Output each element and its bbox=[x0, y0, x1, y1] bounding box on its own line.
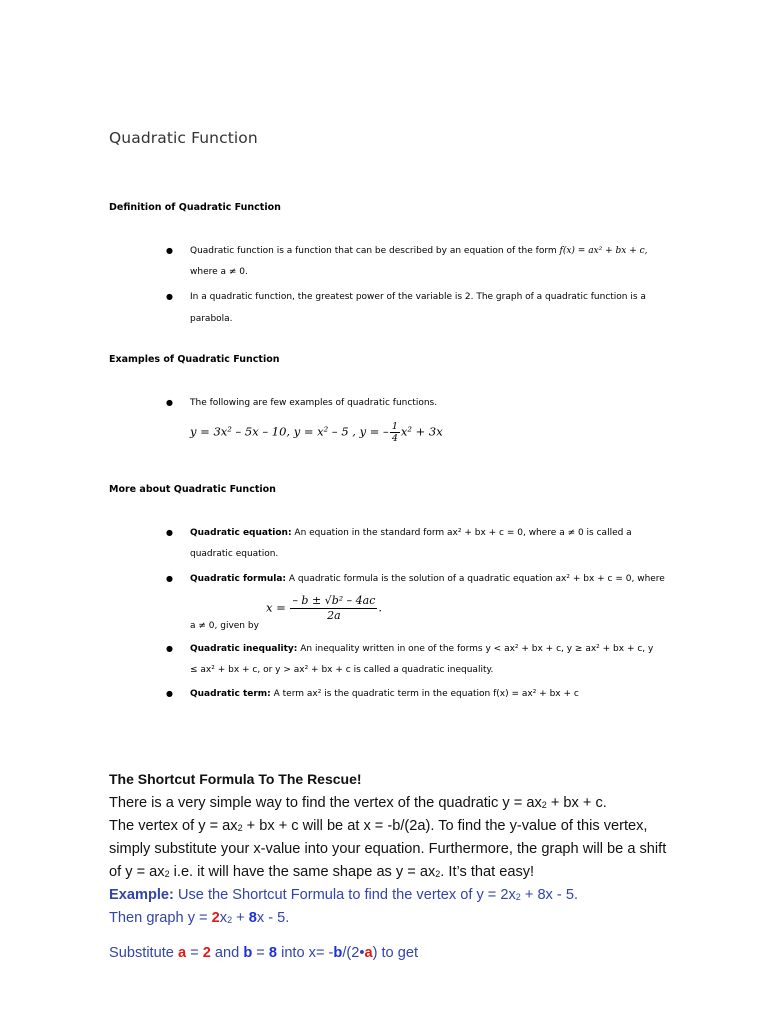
shortcut-heading: The Shortcut Formula To The Rescue! bbox=[109, 771, 362, 787]
bullet-icon: ● bbox=[166, 689, 173, 698]
quadratic-formula-item: Quadratic formula: A quadratic formula is the solution of a quadratic equation ax² + bx + c = 0, where bbox=[190, 574, 665, 584]
bullet-icon: ● bbox=[166, 246, 173, 255]
bullet-icon: ● bbox=[166, 398, 173, 407]
definition-bullet-1-line2: where a ≠ 0. bbox=[190, 267, 248, 277]
section-heading-examples: Examples of Quadratic Function bbox=[109, 354, 280, 365]
section-heading-definition: Definition of Quadratic Function bbox=[109, 202, 281, 213]
example-line: Example: Use the Shortcut Formula to find the vertex of y = 2x2 + 8x - 5. bbox=[109, 887, 578, 903]
quadratic-inequality-item: Quadratic inequality: An inequality written in one of the forms y < ax² + bx + c, y ≥ ax² + bx + c, y bbox=[190, 644, 654, 654]
quadratic-inequality-item-line2: ≤ ax² + bx + c, or y > ax² + bx + c is called a quadratic inequality. bbox=[190, 665, 494, 675]
definition-bullet-2-line2: parabola. bbox=[190, 314, 233, 324]
definition-bullet-1: Quadratic function is a function that can be described by an equation of the form f(x) = ax² + bx + c, bbox=[190, 246, 648, 256]
definition-bullet-2: In a quadratic function, the greatest power of the variable is 2. The graph of a quadratic function is a bbox=[190, 292, 646, 302]
quadratic-equation-item-line2: quadratic equation. bbox=[190, 549, 279, 559]
page-title: Quadratic Function bbox=[109, 129, 258, 147]
quadratic-formula: x = $\frac{\text{– b ± √b² – 4ac}}{2a}$ . bbox=[266, 594, 383, 622]
substitute-line: Substitute a = 2 and b = 8 into x= -b/(2•a) to get bbox=[109, 945, 419, 961]
examples-bullet-1: The following are few examples of quadratic functions. bbox=[190, 398, 438, 408]
bullet-icon: ● bbox=[166, 644, 173, 653]
bullet-icon: ● bbox=[166, 574, 173, 583]
section-heading-more: More about Quadratic Function bbox=[109, 484, 276, 495]
quadratic-formula-item-line2: a ≠ 0, given by bbox=[190, 621, 259, 631]
bullet-icon: ● bbox=[166, 528, 173, 537]
shortcut-paragraph-line4: of y = ax2 i.e. it will have the same shape as y = ax2. It’s that easy! bbox=[109, 864, 535, 880]
shortcut-paragraph-line1: There is a very simple way to find the vertex of the quadratic y = ax2 + bx + c. bbox=[109, 795, 607, 811]
bullet-icon: ● bbox=[166, 292, 173, 301]
quadratic-equation-item: Quadratic equation: An equation in the standard form ax² + bx + c = 0, where a ≠ 0 is called a bbox=[190, 528, 632, 538]
graph-instruction-line: Then graph y = 2x2 + 8x - 5. bbox=[109, 910, 290, 926]
quadratic-term-item: Quadratic term: A term ax² is the quadratic term in the equation f(x) = ax² + bx + c bbox=[190, 689, 579, 699]
examples-equation: y = 3x² – 5x – 10, y = x² – 5 , y = – $\frac{1}{4}$ x² + 3x bbox=[190, 421, 443, 444]
shortcut-paragraph-line3: simply substitute your x-value into your equation. Furthermore, the graph will be a shift bbox=[109, 841, 667, 857]
shortcut-paragraph-line2: The vertex of y = ax2 + bx + c will be at x = -b/(2a). To find the y-value of this vertex, bbox=[109, 818, 648, 834]
